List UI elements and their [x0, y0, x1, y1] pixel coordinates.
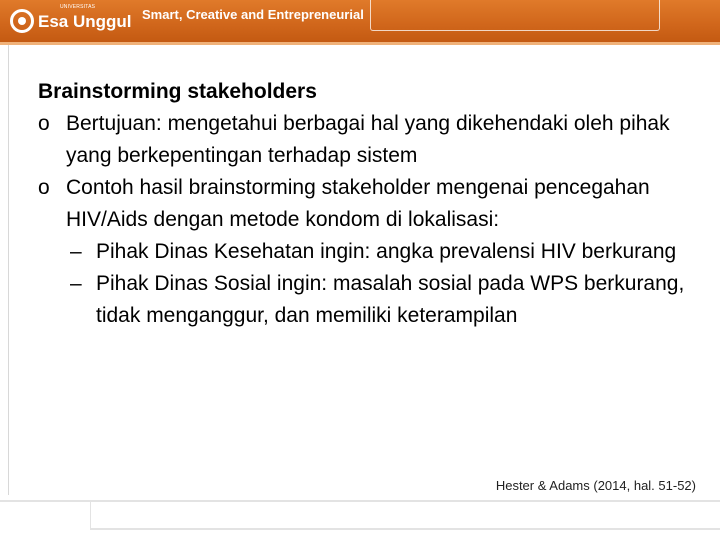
logo-mark-icon — [10, 9, 34, 33]
bullet-marker: o — [38, 176, 50, 199]
footer-line — [90, 528, 720, 530]
sub-bullet-text: Pihak Dinas Sosial ingin: masalah sosial pada WPS berkurang, tidak menganggur, dan memiliki keterampilan — [96, 272, 685, 327]
sub-bullet-item — [38, 268, 698, 332]
slide-content — [38, 76, 698, 332]
bullet-item — [38, 172, 698, 236]
footer-line — [0, 500, 720, 502]
footer-decoration — [0, 500, 720, 540]
tagline: Smart, Creative and Entrepreneurial — [142, 7, 364, 22]
bullet-item — [38, 108, 698, 172]
logo-name: Esa Unggul — [38, 11, 132, 31]
footer-line — [90, 502, 91, 530]
dash-marker: – — [70, 240, 82, 263]
citation: Hester & Adams (2014, hal. 51-52) — [495, 478, 696, 493]
logo-small-text: UNIVERSITAS — [60, 3, 96, 10]
header-bar — [0, 0, 720, 42]
dash-marker: – — [70, 272, 82, 295]
logo-text — [38, 3, 132, 31]
left-rule — [8, 45, 9, 495]
header-divider — [0, 42, 720, 45]
slide-heading: Brainstorming stakeholders — [38, 80, 317, 103]
sub-bullet-text: Pihak Dinas Kesehatan ingin: angka prevalensi HIV berkurang — [96, 240, 677, 263]
university-logo — [10, 3, 132, 36]
bullet-marker: o — [38, 112, 50, 135]
header-decoration — [370, 0, 660, 31]
sub-bullet-item — [38, 236, 698, 268]
bullet-text: Bertujuan: mengetahui berbagai hal yang dikehendaki oleh pihak yang berkepentingan terhadap sistem — [66, 112, 670, 167]
bullet-text: Contoh hasil brainstorming stakeholder mengenai pencegahan HIV/Aids dengan metode kondom di lokalisasi: — [66, 176, 650, 231]
